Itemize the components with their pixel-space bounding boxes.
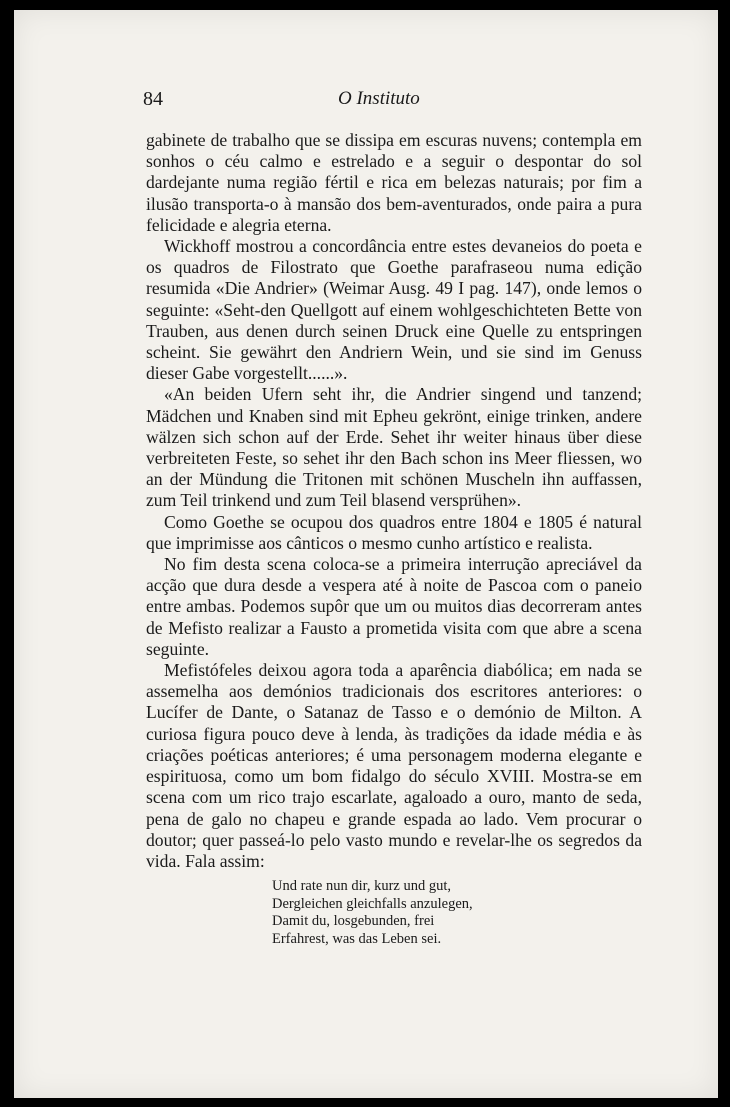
- running-title: O Instituto: [338, 88, 420, 109]
- page-number: 84: [143, 88, 163, 110]
- paragraph: gabinete de trabalho que se dissipa em escuras nuvens; contempla em sonhos o céu calmo e estrelado e a seguir o despontar do sol dardejante numa região fértil e rica em belezas naturais; por fim a ilusão transporta-o à mansão dos bem-aventurados, onde paira a pura felicidade e alegria eterna.: [146, 130, 642, 235]
- page-header: [143, 88, 613, 118]
- paragraph: Mefistófeles deixou agora toda a aparência diabólica; em nada se assemelha aos demónios tradicionais dos escritores anteriores: o Lucífer de Dante, o Satanaz de Tasso e o demónio de Milton. A curiosa figura pouco deve à lenda, às tradições da idade média e às criações poéticas anteriores; é uma personagem moderna elegante e espirituosa, como um bom fidalgo do século XVIII. Mostra-se em scena com um rico trajo escarlate, agaloado a ouro, manto de seda, pena de galo no chapeu e grande espada ao lado. Vem procurar o doutor; quer passeá-lo pelo vasto mundo e revelar-lhe os segredos da vida. Fala assim:: [146, 660, 642, 871]
- paragraph: No fim desta scena coloca-se a primeira interrução apreciável da acção que dura desde a vespera até à noite de Pascoa com o paneio entre ambas. Podemos supôr que um ou muitos dias decorreram antes de Mefisto realizar a Fausto a prometida visita com que abre a scena seguinte.: [146, 554, 642, 659]
- paragraph: Como Goethe se ocupou dos quadros entre 1804 e 1805 é natural que imprimisse aos cânticos o mesmo cunho artístico e realista.: [146, 511, 642, 553]
- body-text: [146, 130, 642, 872]
- paragraph: Wickhoff mostrou a concordância entre estes devaneios do poeta e os quadros de Filostrato que Goethe parafraseou numa edição resumida «Die Andrier» (Weimar Ausg. 49 I pag. 147), onde lemos o seguinte: «Seht-den Quellgott auf einem wohlgeschichteten Bette von Trauben, aus denen durch seinen Druck eine Quelle zu entspringen scheint. Sie gewährt den Andriern Wein, und sie sind im Genuss dieser Gabe vorgestellt......».: [146, 236, 642, 384]
- paragraph: «An beiden Ufern seht ihr, die Andrier singend und tanzend; Mädchen und Knaben sind mit Epheu gekrönt, einige trinken, andere wälzen sich schon auf der Erde. Sehet ihr weiter hinaus über diese verbreiteten Feste, so sehet ihr den Bach schon ins Meer fliessen, wo an der Mündung die Tritonen mit schönen Muscheln ihn auffassen, zum Teil trinkend und zum Teil blasend versprühen».: [146, 384, 642, 511]
- poem-line: Und rate nun dir, kurz und gut,: [272, 878, 452, 894]
- poem-line: Damit du, losgebunden, frei: [272, 913, 435, 929]
- poem-quote: [272, 878, 473, 948]
- poem-line: Dergleichen gleichfalls anzulegen,: [272, 895, 473, 912]
- poem-line: Erfahrest, was das Leben sei.: [272, 930, 442, 947]
